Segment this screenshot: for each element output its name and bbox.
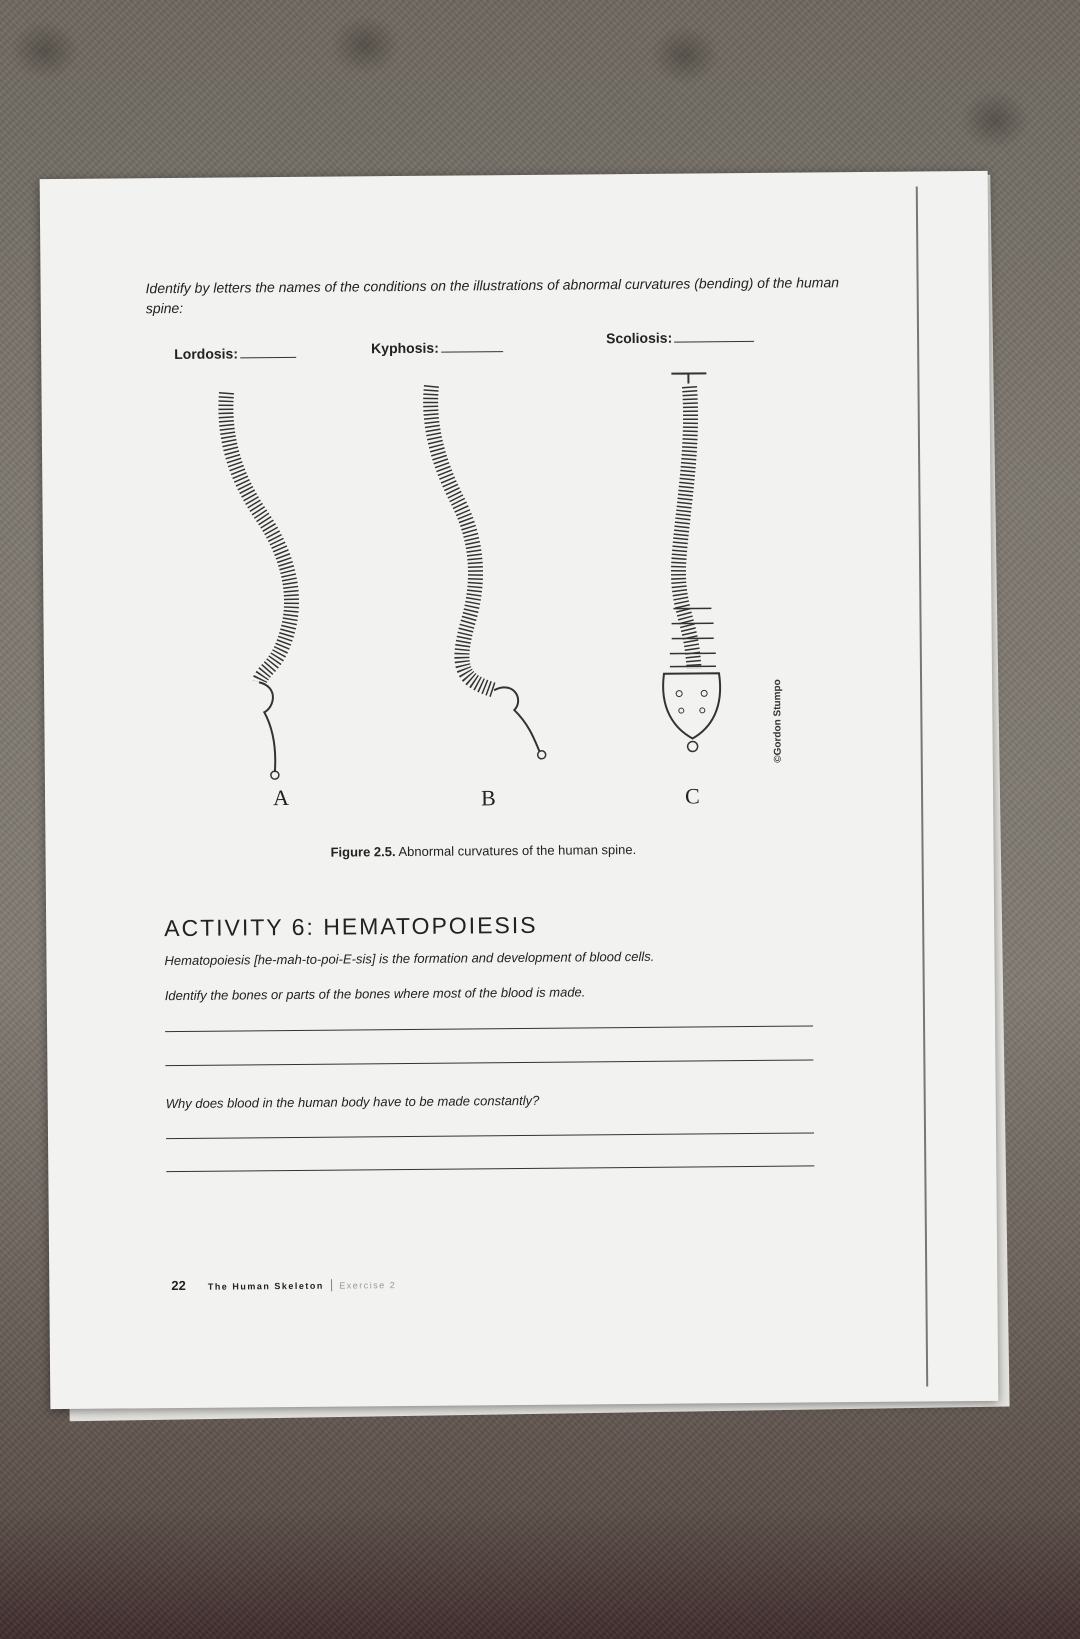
answer-line[interactable] — [166, 1165, 814, 1172]
figure-caption — [330, 842, 636, 860]
figure-letter-b: B — [480, 785, 496, 811]
instructions-text: Identify by letters the names of the conditions on the illustrations of abnormal curvatures (bending) of the human spine: — [145, 274, 840, 317]
kyphosis-label-text: Kyphosis: — [371, 339, 439, 357]
footer-separator: | — [329, 1276, 334, 1292]
activity-heading: ACTIVITY 6: HEMATOPOIESIS — [164, 911, 538, 942]
exercise-label: Exercise 2 — [339, 1280, 397, 1291]
page-number: 22 — [171, 1277, 186, 1294]
answer-line[interactable] — [165, 1025, 813, 1032]
image-credit: ©Gordon Stumpo — [772, 679, 784, 763]
scoliosis-blank[interactable] — [674, 329, 754, 343]
answer-line[interactable] — [165, 1059, 813, 1066]
background-tuft — [960, 90, 1030, 150]
spine-illustration-b — [411, 380, 554, 771]
figure-letter-c: C — [684, 783, 700, 809]
question-two: Why does blood in the human body have to be made constantly? — [165, 1092, 540, 1112]
worksheet-page — [40, 171, 999, 1409]
question-one: Identify the bones or parts of the bones where most of the blood is made. — [164, 984, 586, 1004]
lordosis-label-text: Lordosis: — [174, 345, 239, 362]
figure-letter-a: A — [272, 785, 290, 811]
figure-caption-text: Abnormal curvatures of the human spine. — [395, 841, 637, 860]
book-title: The Human Skeleton — [207, 1280, 324, 1292]
margin-rule — [916, 186, 928, 1386]
kyphosis-blank[interactable] — [441, 339, 503, 353]
background-tuft — [10, 20, 80, 80]
definition-text: Hematopoiesis [he-mah-to-poi-E-sis] is the formation and development of blood cells. — [164, 948, 655, 969]
spine-illustration-c — [631, 368, 754, 769]
lordosis-blank[interactable] — [240, 345, 296, 358]
background-tuft — [650, 25, 720, 85]
scoliosis-label-text: Scoliosis: — [605, 329, 673, 347]
background-tuft — [330, 15, 400, 75]
answer-line[interactable] — [166, 1132, 814, 1139]
page-footer — [171, 1276, 396, 1293]
scoliosis-label — [606, 329, 754, 346]
figure-caption-label: Figure 2.5. — [330, 844, 396, 860]
spine-illustration-a — [201, 387, 324, 783]
lordosis-label — [174, 345, 296, 362]
kyphosis-label — [371, 339, 503, 356]
